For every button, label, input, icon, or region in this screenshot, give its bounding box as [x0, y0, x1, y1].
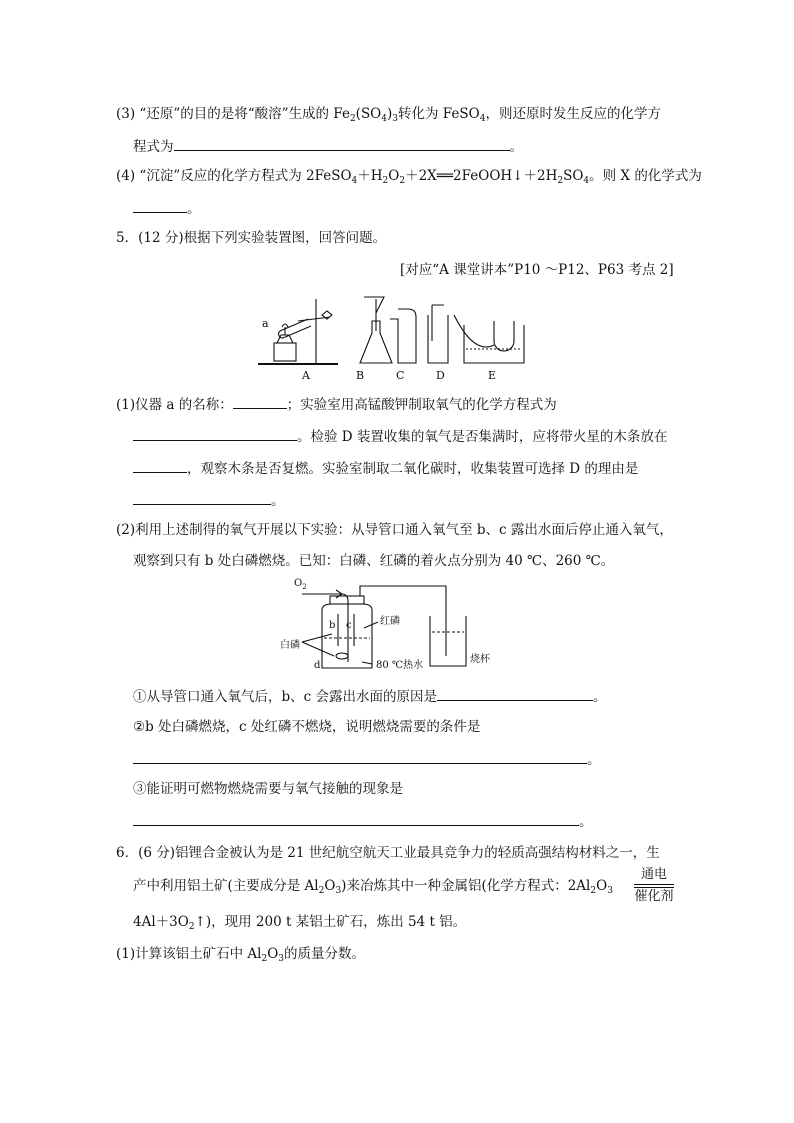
q5-p1-line3: ，观察木条是否复燃。实验室制取二氧化碳时，收集装置可选择 D 的理由是: [133, 458, 638, 479]
q5-sub1-blank[interactable]: [437, 686, 593, 701]
q5-sub3-answer: 。: [133, 811, 593, 832]
apparatus-label-d: D: [436, 369, 445, 382]
b-label: b: [329, 620, 336, 631]
condition-bottom: 催化剂: [634, 889, 674, 904]
c-label: c: [346, 620, 352, 631]
q5-sub1: ①从导管口通入氧气后，b、c 会露出水面的原因是 。: [133, 686, 607, 707]
q5-p2-line2: 观察到只有 b 处白磷燃烧。已知：白磷、红磷的着火点分别为 40 ℃、260 ℃。: [133, 553, 615, 569]
red-phosphorus-label: 红磷: [380, 616, 400, 627]
q5-reason-blank[interactable]: [133, 490, 271, 505]
q5-p2-line1: (2)利用上述制得的氧气开展以下实验：从导管口通入氧气至 b、c 露出水面后停止通入氧气，: [116, 522, 673, 538]
q6-line2: 产中利用铝土矿(主要成分是 $Al_2O_3$)来冶炼其中一种金属铝(化学方程式：$2Al_2O_3$: [133, 878, 613, 896]
apparatus-label-a: A: [302, 369, 310, 382]
q5-position-blank[interactable]: [133, 458, 187, 473]
q4-line2: 。: [133, 198, 201, 219]
q5-instrument-blank[interactable]: [233, 394, 287, 409]
q5-equation-blank[interactable]: [133, 426, 297, 441]
q4-line1: (4) “沉淀”反应的化学方程式为 $2FeSO_4+H_2O_2+2X══2FeOOH↓+2H_2SO_4$。则 X 的化学式为: [116, 168, 702, 186]
apparatus-label-b: B: [356, 369, 365, 382]
reaction-condition: [634, 866, 674, 906]
apparatus-label-e: E: [488, 369, 497, 382]
q3-line1: (3) “还原”的目的是将“酸溶”生成的 $Fe_2(SO_4)_3$转化为 FeSO$_4$，则还原时发生反应的化学方: [116, 106, 661, 124]
q6-line3: $4Al+3O_2↑$)，现用 200 t 某铝土矿石，炼出 54 t 铝。: [133, 914, 467, 932]
white-phosphorus-label: 白磷: [280, 640, 300, 651]
q4-answer-blank[interactable]: [133, 198, 187, 213]
q5-sub2-blank[interactable]: [133, 749, 587, 764]
apparatus-label-c: C: [396, 369, 405, 382]
hot-water-label: 80 ℃热水: [376, 660, 424, 671]
beaker-label: 烧杯: [470, 654, 490, 665]
q5-sub3-blank[interactable]: [133, 811, 579, 826]
o2-label: $O_2$: [294, 578, 307, 591]
q5-sub3: ③能证明可燃物燃烧需要与氧气接触的现象是: [133, 781, 403, 797]
q6-line1: 6．(6 分)铝锂合金被认为是 21 世纪航空航天工业最具竞争力的轻质高强结构材料之一，生: [116, 845, 660, 861]
q5-p1-line1: (1)仪器 a 的名称： ；实验室用高锰酸钾制取氧气的化学方程式为: [116, 394, 557, 415]
apparatus-a-label: a: [262, 317, 269, 330]
d-label: d: [314, 660, 321, 671]
apparatus-figure: [258, 291, 548, 383]
condition-top: 通电: [634, 866, 674, 885]
q5-sub2: ②b 处白磷燃烧，c 处红磷不燃烧，说明燃烧需要的条件是: [133, 719, 481, 735]
q5-p1-line2: 。检验 D 装置收集的氧气是否集满时，应将带火星的木条放在: [133, 426, 667, 447]
q5-reference: [对应“A 课堂讲本”P10 ～P12、P63 考点 2]: [400, 262, 674, 278]
q5-title: 5．(12 分)根据下列实验装置图，回答问题。: [116, 230, 387, 246]
q5-p1-line4: 。: [133, 490, 285, 511]
q3-line2: 程式为 。: [133, 136, 523, 157]
q6-sub1: (1)计算该铝土矿石中 $Al_2O_3$的质量分数。: [116, 946, 366, 964]
q3-answer-blank[interactable]: [174, 136, 510, 151]
q5-sub2-answer: 。: [133, 749, 601, 770]
combustion-figure: [280, 576, 492, 672]
